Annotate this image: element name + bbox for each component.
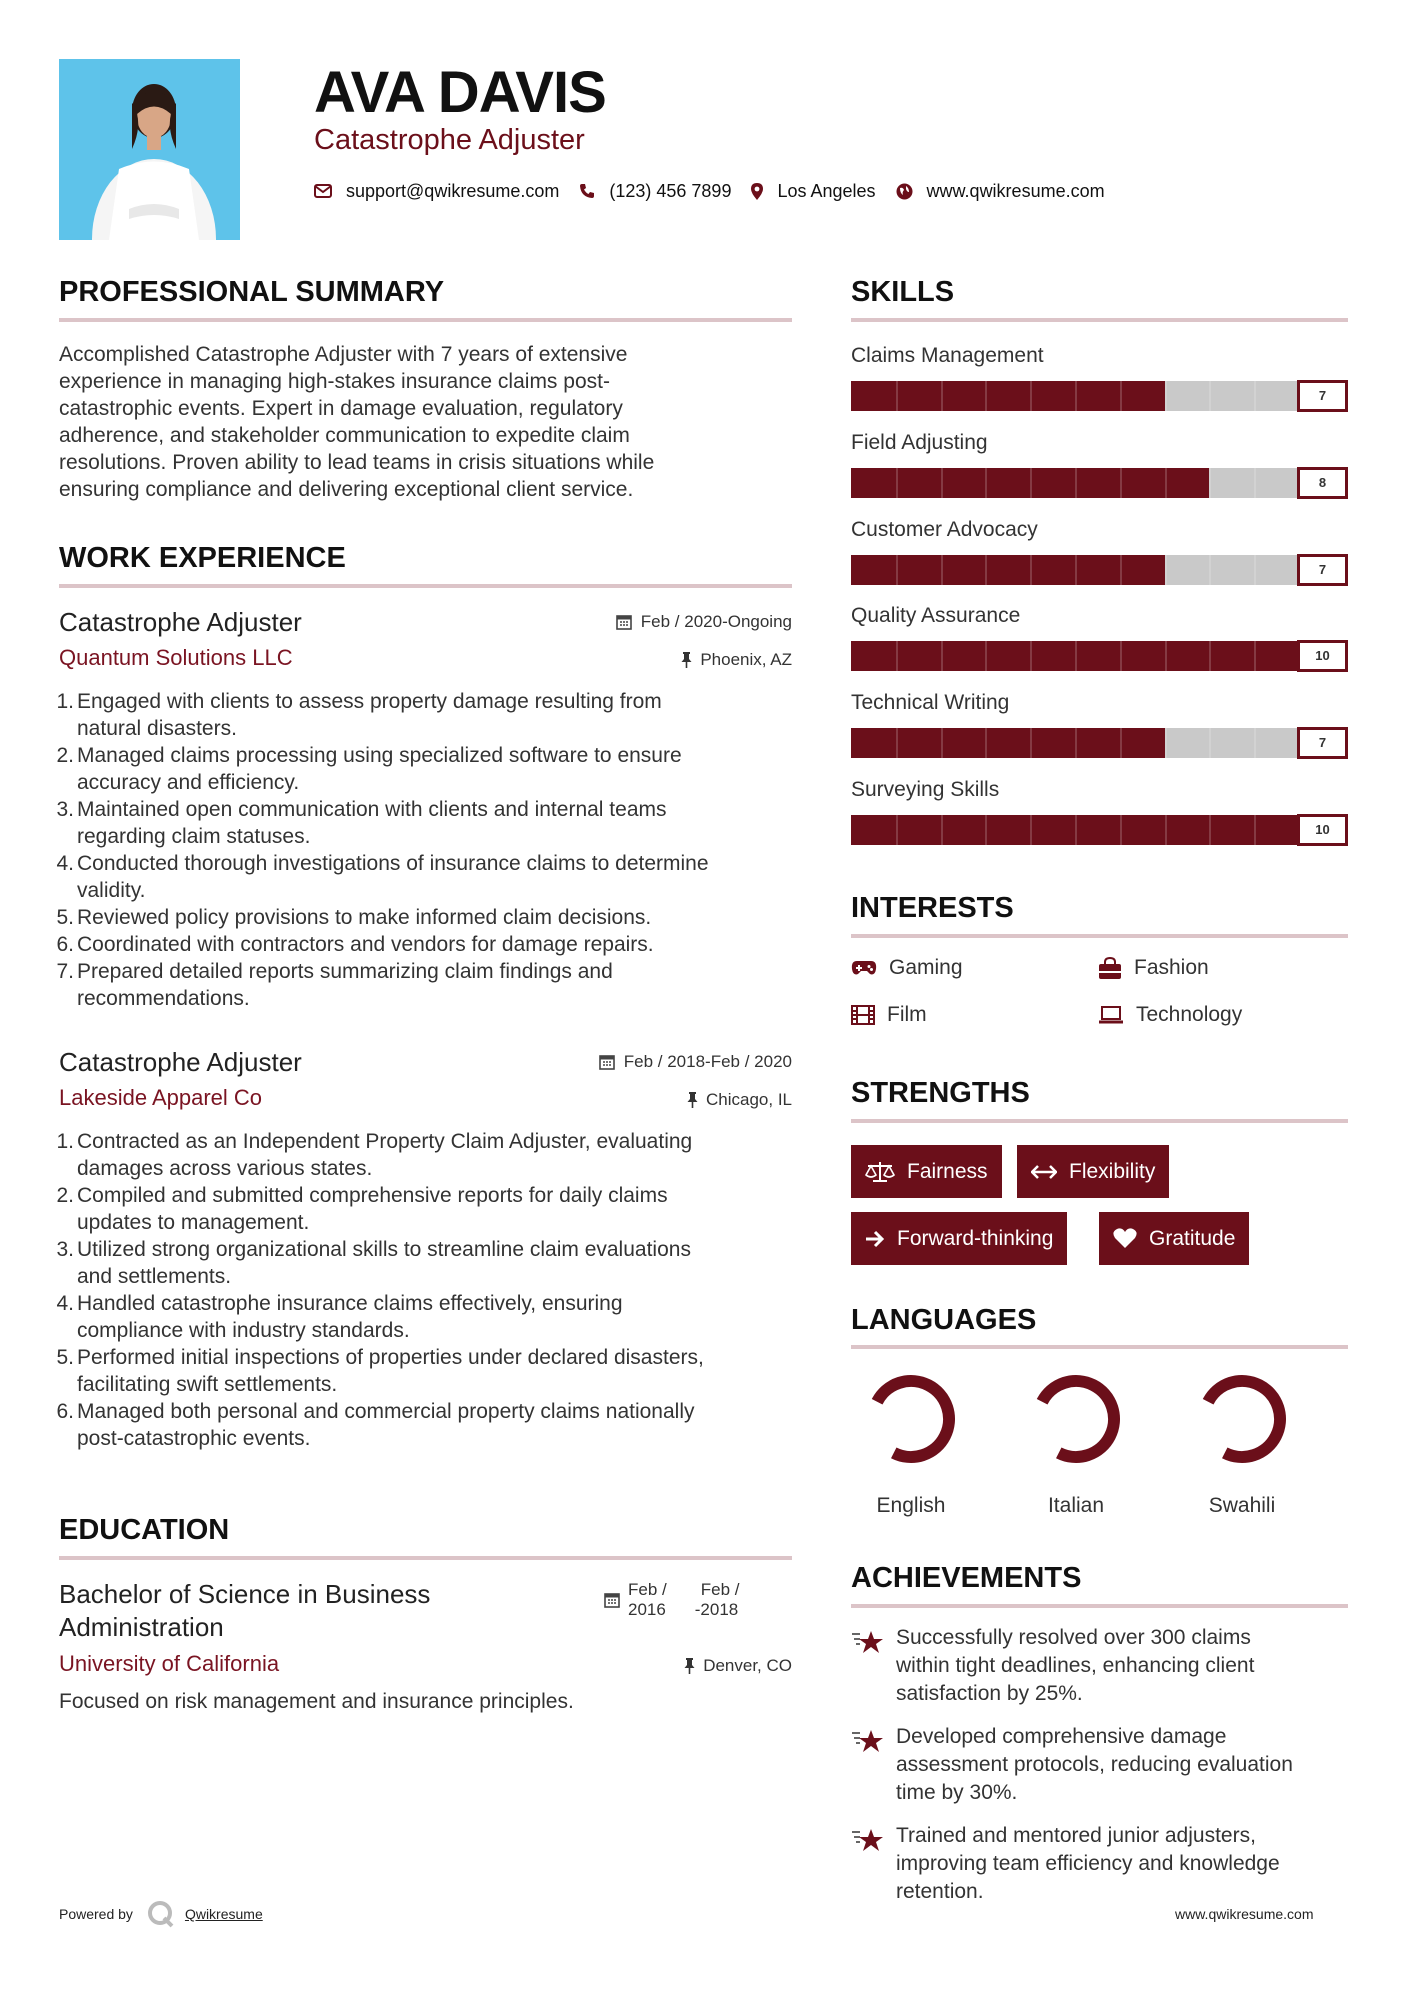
- interests-heading: INTERESTS: [851, 892, 1014, 924]
- language-ring-arc: [1208, 1381, 1280, 1457]
- education-location-text: Denver, CO: [703, 1656, 792, 1675]
- skill-bar-segment: [896, 641, 898, 671]
- skill-bar-segment: [985, 815, 987, 845]
- job-entry: [59, 1046, 792, 1466]
- skill-bar-segment: [1165, 728, 1167, 758]
- job-bullet: Prepared detailed reports summarizing claim findings and recommendations.: [77, 960, 613, 1010]
- skill-bar-segment: [941, 728, 943, 758]
- interest-item: [1098, 1001, 1242, 1029]
- achievement-item: [851, 1723, 1348, 1813]
- skill-bar-segment: [1030, 815, 1032, 845]
- skills-divider: [851, 318, 1348, 322]
- job-entry: [59, 606, 792, 1026]
- email-text: support@qwikresume.com: [346, 180, 560, 201]
- skill-bar-segment: [896, 381, 898, 411]
- skill-bar-segment: [1254, 641, 1256, 671]
- candidate-name: AVA DAVIS: [314, 60, 606, 125]
- skill-bar-segment: [1120, 468, 1122, 498]
- languages-heading: LANGUAGES: [851, 1304, 1037, 1336]
- arrows-horizontal-icon: [1031, 1165, 1057, 1179]
- school-name: University of California: [59, 1651, 280, 1676]
- skill-item: [851, 517, 1348, 587]
- film-icon: [851, 1005, 875, 1025]
- skill-item: [851, 777, 1348, 847]
- skill-item: [851, 343, 1348, 413]
- education-heading: EDUCATION: [59, 1514, 230, 1546]
- skill-bar-segment: [1075, 728, 1077, 758]
- website-text: www.qwikresume.com: [926, 180, 1105, 201]
- footer-powered-by: [59, 1900, 263, 1928]
- date-dash: -: [694, 1600, 701, 1619]
- skill-bar-segment: [1254, 555, 1256, 585]
- pushpin-icon: [681, 652, 692, 668]
- calendar-icon: [599, 1054, 615, 1070]
- contact-phone[interactable]: [579, 181, 731, 202]
- skill-bar-segment: [1165, 555, 1167, 585]
- skill-bar: [851, 728, 1299, 758]
- job-location: [681, 650, 792, 670]
- job-date: [599, 1052, 792, 1072]
- map-pin-icon: [751, 183, 763, 200]
- skill-bar-segment: [985, 468, 987, 498]
- skill-bar: [851, 381, 1299, 411]
- education-location: [684, 1656, 792, 1676]
- degree-line: Bachelor of Science in Business: [59, 1579, 431, 1609]
- skill-bar-segment: [941, 468, 943, 498]
- skill-bar-segment: [1075, 641, 1077, 671]
- skill-bar-segment: [1075, 555, 1077, 585]
- skill-bar-segment: [1030, 381, 1032, 411]
- summary-heading: PROFESSIONAL SUMMARY: [59, 276, 445, 308]
- job-bullet: Performed initial inspections of properties under declared disasters, facilitating swift settlements.: [77, 1346, 704, 1396]
- interest-item: [1098, 954, 1209, 982]
- job-bullet: Engaged with clients to assess property damage resulting from natural disasters.: [77, 690, 662, 740]
- language-item: [1016, 1371, 1136, 1519]
- experience-heading: WORK EXPERIENCE: [59, 542, 346, 574]
- skill-bar-segment: [1120, 381, 1122, 411]
- skill-name: Customer Advocacy: [851, 518, 1038, 541]
- skill-bar-segment: [941, 381, 943, 411]
- job-bullet: Utilized strong organizational skills to streamline claim evaluations and settlements.: [77, 1238, 691, 1288]
- education-description: Focused on risk management and insurance principles.: [59, 1690, 574, 1713]
- summary-divider: [59, 318, 792, 322]
- heart-icon: [1113, 1228, 1137, 1249]
- end-month: Feb /: [700, 1580, 740, 1599]
- strength-badge: [851, 1212, 1067, 1265]
- qwikresume-logo-icon: [147, 1900, 175, 1928]
- skill-bar-segment: [1120, 641, 1122, 671]
- skill-bar-segment: [1254, 381, 1256, 411]
- laptop-icon: [1098, 1006, 1124, 1024]
- shopping-bag-icon: [1098, 957, 1122, 979]
- summary-line: experience in managing high-stakes insurance claims post-: [59, 370, 610, 393]
- skill-bar-segment: [1120, 815, 1122, 845]
- strength-label: Gratitude: [1149, 1226, 1236, 1250]
- start-month: Feb /: [628, 1580, 667, 1599]
- job-company: Quantum Solutions LLC: [59, 645, 293, 670]
- strength-label: Forward-thinking: [897, 1226, 1054, 1250]
- envelope-icon: [314, 184, 332, 198]
- skill-bar-segment: [1165, 381, 1167, 411]
- job-bullet: Contracted as an Independent Property Claim Adjuster, evaluating damages across various states.: [77, 1130, 693, 1180]
- skill-bar-segment: [1254, 468, 1256, 498]
- summary-line: catastrophic events. Expert in damage evaluation, regulatory: [59, 397, 623, 420]
- arrow-right-icon: [865, 1230, 885, 1248]
- education-start: [628, 1580, 667, 1620]
- skill-name: Technical Writing: [851, 691, 1010, 714]
- skill-bar-segment: [1120, 555, 1122, 585]
- skill-bar: [851, 815, 1299, 845]
- job-title: Catastrophe Adjuster: [59, 1047, 302, 1077]
- skill-bar-segment: [1165, 641, 1167, 671]
- skill-bar-segment: [1209, 815, 1211, 845]
- achievement-text: Developed comprehensive damage assessment protocols, reducing evaluation time by 30%.: [896, 1725, 1293, 1804]
- skill-bar-segment: [1030, 555, 1032, 585]
- globe-icon: [896, 183, 913, 200]
- job-bullet: Managed both personal and commercial property claims nationally post-catastrophic events.: [77, 1400, 695, 1450]
- skill-bar-segment: [1030, 641, 1032, 671]
- job-bullet: Reviewed policy provisions to make informed claim decisions.: [77, 906, 652, 929]
- interest-item: [851, 954, 963, 982]
- job-date-text: Feb / 2018-Feb / 2020: [623, 1052, 792, 1071]
- skill-bar-segment: [1075, 381, 1077, 411]
- job-company: Lakeside Apparel Co: [59, 1085, 263, 1110]
- skill-bar-segment: [1254, 815, 1256, 845]
- strength-label: Flexibility: [1069, 1159, 1156, 1183]
- job-bullet: Managed claims processing using specialized software to ensure accuracy and efficiency.: [77, 744, 682, 794]
- balance-scale-icon: [865, 1161, 895, 1183]
- start-year: 2016: [628, 1600, 666, 1619]
- end-year: 2018: [700, 1600, 739, 1619]
- end-year-row: [694, 1600, 740, 1620]
- skill-item: [851, 690, 1348, 760]
- skill-bar-segment: [1075, 815, 1077, 845]
- job-bullets: [59, 688, 792, 1012]
- language-ring-arc: [877, 1381, 949, 1457]
- language-name: Italian: [1047, 1494, 1105, 1517]
- summary-line: ensuring compliance and delivering exceptional client service.: [59, 478, 634, 501]
- location-text: Los Angeles: [777, 180, 876, 201]
- interest-item: [851, 1001, 927, 1029]
- skill-bar-segment: [1120, 728, 1122, 758]
- language-item: [851, 1371, 971, 1519]
- achievement-item: [851, 1624, 1348, 1714]
- languages-divider: [851, 1345, 1348, 1349]
- skills-heading: SKILLS: [851, 276, 955, 308]
- contact-location: [751, 181, 875, 202]
- summary-line: resolutions. Proven ability to lead teams in crisis situations while: [59, 451, 655, 474]
- skill-bar-segment: [985, 641, 987, 671]
- strength-badge: [851, 1145, 1002, 1198]
- skill-bar-segment: [985, 555, 987, 585]
- interest-label: Film: [887, 1003, 927, 1026]
- education-date: [604, 1580, 740, 1620]
- pushpin-icon: [684, 1658, 695, 1674]
- education-entry: [59, 1578, 792, 1728]
- job-date: [616, 612, 792, 632]
- calendar-icon: [616, 614, 632, 630]
- candidate-title: Catastrophe Adjuster: [314, 124, 585, 156]
- achievement-text: Successfully resolved over 300 claims within tight deadlines, enhancing client satisfaction by 25%.: [896, 1626, 1255, 1705]
- skill-bar-fill: [851, 728, 1165, 758]
- job-location-text: Chicago, IL: [706, 1090, 792, 1109]
- contact-bar: [314, 176, 1125, 206]
- footer-website[interactable]: www.qwikresume.com: [1175, 1906, 1314, 1922]
- skill-score: 7: [1297, 380, 1348, 412]
- qwikresume-link[interactable]: Qwikresume: [184, 1906, 263, 1922]
- skill-name: Quality Assurance: [851, 604, 1021, 627]
- degree-line: Administration: [59, 1612, 224, 1642]
- language-item: [1182, 1371, 1302, 1519]
- skill-item: [851, 430, 1348, 500]
- language-ring: [1194, 1371, 1290, 1467]
- skill-bar-segment: [1209, 641, 1211, 671]
- skill-bar-segment: [941, 555, 943, 585]
- skill-bar-segment: [941, 815, 943, 845]
- job-bullet: Handled catastrophe insurance claims effectively, ensuring compliance with industry standards.: [77, 1292, 623, 1342]
- skill-bar: [851, 555, 1299, 585]
- interest-label: Gaming: [889, 956, 963, 979]
- skill-bar-segment: [1209, 381, 1211, 411]
- language-name: Swahili: [1208, 1494, 1276, 1517]
- experience-divider: [59, 584, 792, 588]
- strengths-heading: STRENGTHS: [851, 1077, 1030, 1109]
- summary-text: [59, 341, 792, 503]
- language-name: English: [876, 1494, 946, 1517]
- skill-bar-segment: [896, 468, 898, 498]
- powered-by-label: Powered by: [59, 1906, 133, 1922]
- language-ring-arc: [1042, 1381, 1114, 1457]
- phone-text: (123) 456 7899: [609, 180, 732, 201]
- achievements-heading: ACHIEVEMENTS: [851, 1562, 1082, 1594]
- skill-bar-segment: [896, 728, 898, 758]
- skill-bar-segment: [1209, 728, 1211, 758]
- skill-score: 10: [1297, 814, 1348, 846]
- calendar-icon: [604, 1592, 620, 1608]
- language-ring: [863, 1371, 959, 1467]
- skill-name: Surveying Skills: [851, 778, 1000, 801]
- job-location-text: Phoenix, AZ: [700, 650, 792, 669]
- achievements-divider: [851, 1604, 1348, 1608]
- interest-label: Technology: [1136, 1003, 1243, 1026]
- skill-bar-segment: [1030, 468, 1032, 498]
- skill-bar-segment: [896, 555, 898, 585]
- skill-bar-segment: [941, 641, 943, 671]
- star-badge-icon: [851, 1630, 885, 1656]
- skill-bar-segment: [1030, 728, 1032, 758]
- achievement-text: Trained and mentored junior adjusters, improving team efficiency and knowledge retention.: [896, 1824, 1280, 1903]
- phone-icon: [579, 183, 595, 199]
- star-badge-icon: [851, 1828, 885, 1854]
- skill-name: Field Adjusting: [851, 431, 988, 454]
- education-divider: [59, 1556, 792, 1560]
- skill-bar-segment: [1165, 468, 1167, 498]
- job-date-text: Feb / 2020-Ongoing: [640, 612, 792, 631]
- achievement-item: [851, 1822, 1348, 1912]
- skill-bar-segment: [985, 728, 987, 758]
- skill-bar-segment: [896, 815, 898, 845]
- degree-name: [59, 1578, 489, 1644]
- skill-score: 7: [1297, 727, 1348, 759]
- skill-score: 8: [1297, 467, 1348, 499]
- job-location: [687, 1090, 792, 1110]
- language-ring: [1028, 1371, 1124, 1467]
- job-bullet: Compiled and submitted comprehensive reports for daily claims updates to management.: [77, 1184, 668, 1234]
- job-title: Catastrophe Adjuster: [59, 607, 302, 637]
- star-badge-icon: [851, 1729, 885, 1755]
- skill-bar-segment: [1075, 468, 1077, 498]
- skill-score: 10: [1297, 640, 1348, 672]
- job-bullet: Maintained open communication with clients and internal teams regarding claim statuses.: [77, 798, 667, 848]
- skill-bar: [851, 641, 1299, 671]
- skill-bar-segment: [1254, 728, 1256, 758]
- job-bullet: Coordinated with contractors and vendors for damage repairs.: [77, 933, 654, 956]
- pushpin-icon: [687, 1092, 698, 1108]
- skill-name: Claims Management: [851, 344, 1044, 367]
- contact-email[interactable]: [314, 181, 559, 202]
- interest-label: Fashion: [1134, 956, 1209, 979]
- job-bullet: Conducted thorough investigations of insurance claims to determine validity.: [77, 852, 709, 902]
- skill-bar: [851, 468, 1299, 498]
- skill-bar-segment: [1209, 468, 1211, 498]
- skill-bar-fill: [851, 555, 1165, 585]
- contact-website[interactable]: [896, 181, 1105, 202]
- summary-line: Accomplished Catastrophe Adjuster with 7 years of extensive: [59, 343, 628, 366]
- strength-badge: [1099, 1212, 1249, 1265]
- strength-label: Fairness: [907, 1159, 988, 1183]
- summary-line: adherence, and stakeholder communication to expedite claim: [59, 424, 630, 447]
- gamepad-icon: [851, 960, 877, 976]
- interests-divider: [851, 934, 1348, 938]
- skill-bar-segment: [1165, 815, 1167, 845]
- profile-photo: [59, 59, 240, 240]
- skill-bar-fill: [851, 381, 1165, 411]
- strength-badge: [1017, 1145, 1169, 1198]
- skill-bar-segment: [1209, 555, 1211, 585]
- skill-item: [851, 603, 1348, 673]
- education-end: [694, 1580, 740, 1620]
- skill-bar-segment: [985, 381, 987, 411]
- job-bullets: [59, 1128, 792, 1452]
- skill-score: 7: [1297, 554, 1348, 586]
- strengths-divider: [851, 1119, 1348, 1123]
